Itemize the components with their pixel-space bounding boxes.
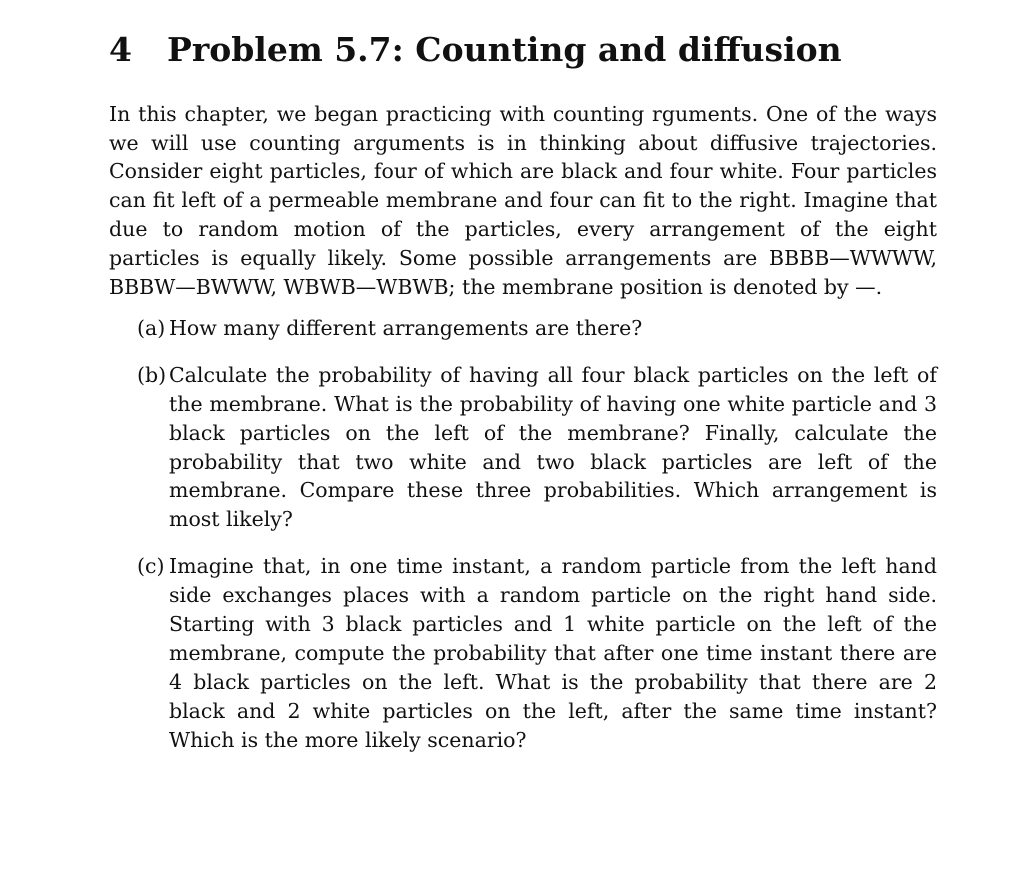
section-title: Problem 5.7: Counting and diffusion: [167, 30, 842, 69]
problem-part-c: [109, 552, 937, 754]
part-b-text: Calculate the probability of having all four black particles on the left of the membrane. What is the probability of having one white particle and 3 black particles on the left of the membrane? Finally, calculate the probability that two white and two black particles are left of the membrane. Compare these three probabilities. Which arrangement is most likely?: [169, 362, 937, 532]
document-page: [109, 30, 937, 773]
part-c-label: (c): [137, 554, 165, 579]
section-number: 4: [109, 30, 132, 69]
section-heading: [109, 30, 937, 70]
problem-part-b: [109, 361, 937, 534]
problem-parts-list: [109, 314, 937, 755]
intro-paragraph: In this chapter, we began practicing with counting rguments. One of the ways we will use counting arguments is in thinking about diffusive trajectories. Consider eight particles, four of which are black and four white. Four particles can fit left of a permeable membrane and four can fit to the right. Imagine that due to random motion of the particles, every arrangement of the eight particles is equally likely. Some possible arrangements are BBBB—WWWW, BBBW—BWWW, WBWB—WBWB; the membrane position is denoted by —.: [109, 101, 937, 300]
part-b-label: (b): [137, 362, 167, 387]
problem-part-a: [109, 314, 937, 343]
part-a-text: How many different arrangements are there?: [169, 315, 643, 340]
part-a-label: (a): [137, 315, 166, 340]
part-c-text: Imagine that, in one time instant, a random particle from the left hand side exchanges places with a random particle on the right hand side. Starting with 3 black particles and 1 white particle on the left of the membrane, compute the probability that after one time instant there are 4 black particles on the left. What is the probability that there are 2 black and 2 white particles on the left, after the same time instant? Which is the more likely scenario?: [169, 554, 937, 752]
